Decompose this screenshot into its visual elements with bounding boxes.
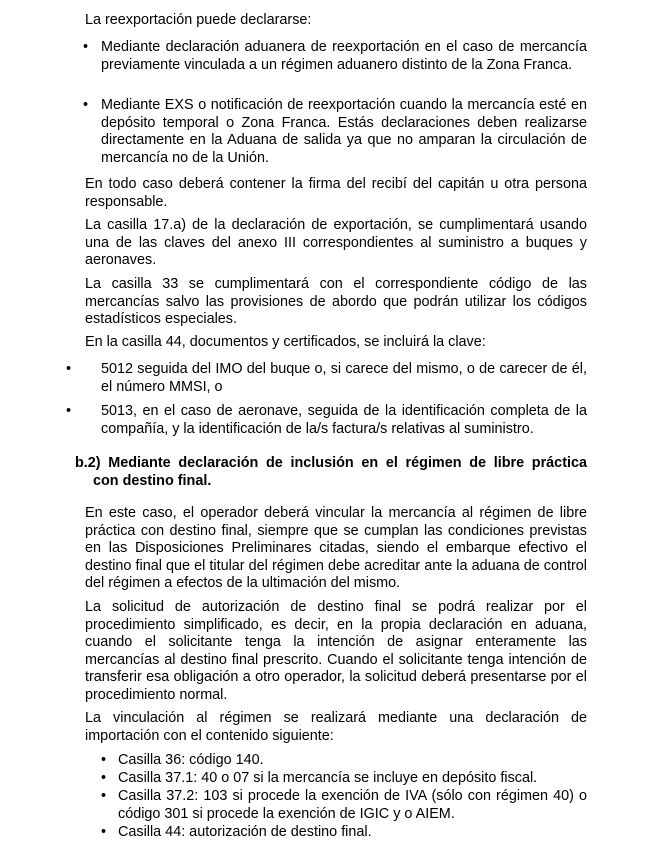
list-item-text: Mediante EXS o notificación de reexportación cuando la mercancía esté en depósito temporal o Zona Franca. Estás declaraciones deben realizarse directamente en la Aduana de salida ya que no amparan la circulación de mercancía no de la Unión. bbox=[101, 97, 587, 166]
list-item bbox=[101, 788, 587, 823]
bullet-icon: • bbox=[66, 361, 72, 377]
list-item bbox=[66, 361, 587, 396]
paragraph-solicitud-autorizacion: La solicitud de autorización de destino final se podrá realizar por el procedimiento simplificado, es decir, en la propia declaración en aduana, cuando el solicitante tenga la intención de asignar enteramente las mercancías al destino final prescrito. Cuando el solicitante tenga intención de transferir esa obligación a otro operador, la solicitud deberá presentarse por el procedimiento normal. bbox=[85, 599, 587, 703]
list-item bbox=[83, 39, 587, 74]
section-heading-line2: con destino final. bbox=[93, 472, 212, 489]
paragraph-vinculacion: La vinculación al régimen se realizará mediante una declaración de importación con el contenido siguiente: bbox=[85, 710, 587, 744]
section-heading-line1: b.2) Mediante declaración de inclusión en el régimen de libre práctica bbox=[75, 455, 587, 471]
bullet-icon: • bbox=[66, 403, 72, 419]
list-item-text: 5013, en el caso de aeronave, seguida de la identificación completa de la compañía, y la identificación de la/s factura/s relativas al suministro. bbox=[101, 403, 587, 437]
paragraph-reexport-intro: La reexportación puede declararse: bbox=[85, 12, 312, 28]
paragraph-casilla-17a: La casilla 17.a) de la declaración de exportación, se cumplimentará usando una de las claves del anexo III correspondientes al suministro a buques y aeronaves. bbox=[85, 217, 587, 269]
bullet-icon: • bbox=[83, 97, 89, 113]
bullet-icon: • bbox=[101, 788, 107, 804]
paragraph-casilla-44: En la casilla 44, documentos y certificados, se incluirá la clave: bbox=[85, 334, 486, 350]
bullet-icon: • bbox=[101, 824, 107, 840]
bullet-icon: • bbox=[83, 39, 89, 55]
list-item-text: Casilla 37.2: 103 si procede la exención de IVA (sólo con régimen 40) o código 301 si procede la exención de IGIC y o AIEM. bbox=[118, 788, 587, 822]
bullet-icon: • bbox=[101, 770, 107, 786]
list-item bbox=[66, 403, 587, 438]
section-heading-b2 bbox=[75, 455, 587, 490]
list-item bbox=[101, 824, 587, 842]
list-item-text: 5012 seguida del IMO del buque o, si carece del mismo, o de carecer de él, el número MMSI, o bbox=[101, 361, 587, 395]
list-item bbox=[83, 97, 587, 167]
paragraph-signature: En todo caso deberá contener la firma del recibí del capitán u otra persona responsable. bbox=[85, 176, 587, 210]
bullet-icon: • bbox=[101, 752, 107, 768]
list-item-text: Casilla 37.1: 40 o 07 si la mercancía se incluye en depósito fiscal. bbox=[118, 770, 538, 786]
paragraph-destino-final: En este caso, el operador deberá vincular la mercancía al régimen de libre práctica con destino final, siempre que se cumplan las condiciones previstas en las Disposiciones Preliminares citadas, siendo el embarque efectivo el destino final que el titular del régimen debe acreditar ante la aduana de control del régimen a efectos de la ultimación del mismo. bbox=[85, 505, 587, 592]
list-item bbox=[101, 752, 587, 770]
list-item-text: Mediante declaración aduanera de reexportación en el caso de mercancía previamente vinculada a un régimen aduanero distinto de la Zona Franca. bbox=[101, 39, 587, 73]
list-item-text: Casilla 44: autorización de destino final. bbox=[118, 824, 372, 840]
list-item-text: Casilla 36: código 140. bbox=[118, 752, 264, 768]
paragraph-casilla-33: La casilla 33 se cumplimentará con el correspondiente código de las mercancías salvo las provisiones de abordo que podrán utilizar los códigos estadísticos especiales. bbox=[85, 276, 587, 328]
list-item bbox=[101, 770, 587, 788]
